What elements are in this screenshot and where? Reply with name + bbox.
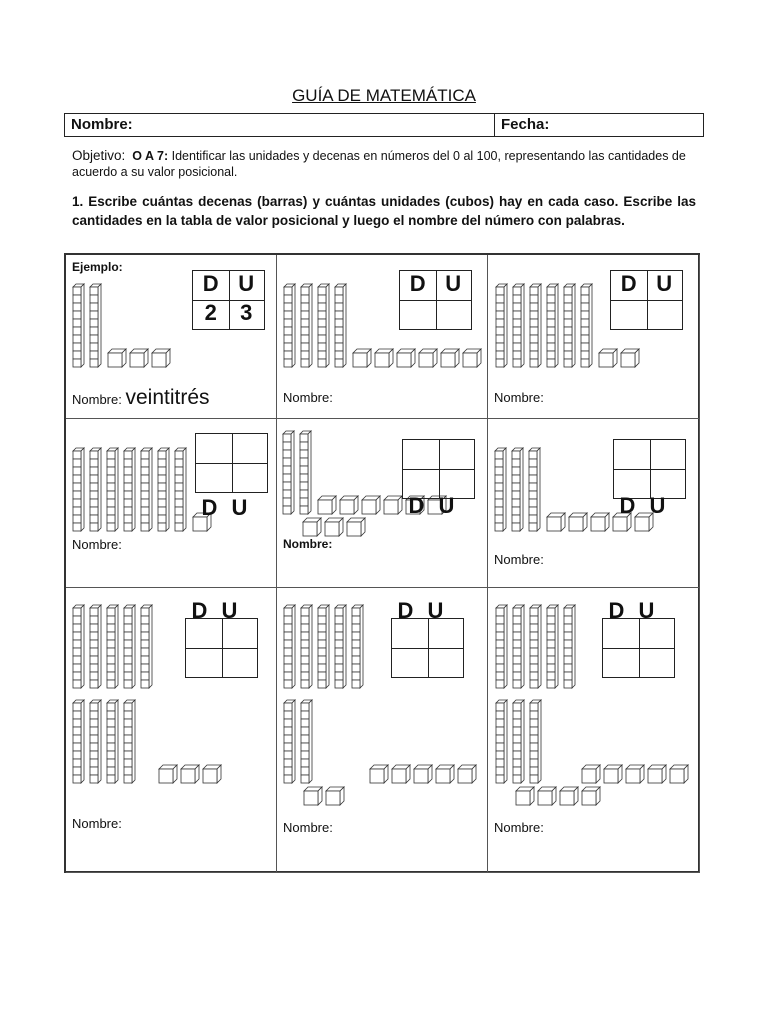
place-value-table bbox=[610, 270, 683, 330]
unit-cube bbox=[326, 787, 344, 805]
objective-text: Identificar las unidades y decenas en números del 0 al 100, representando las cantidades de acuerdo a su valor posicional. bbox=[72, 149, 686, 179]
unit-cube bbox=[436, 765, 454, 783]
ten-rod bbox=[175, 448, 186, 531]
unit-cube bbox=[516, 787, 534, 805]
ten-rod bbox=[73, 448, 84, 531]
unit-cube bbox=[547, 513, 565, 531]
ten-rod bbox=[107, 605, 118, 688]
ten-rod bbox=[496, 700, 507, 783]
unit-cube bbox=[582, 765, 600, 783]
ten-rod bbox=[564, 605, 575, 688]
ten-rod bbox=[284, 284, 295, 367]
student-info-bar bbox=[64, 113, 704, 137]
objective bbox=[72, 148, 692, 180]
ten-rod bbox=[158, 448, 169, 531]
name-line: Nombre: bbox=[494, 390, 544, 405]
ten-rod bbox=[90, 284, 101, 367]
unit-cube bbox=[181, 765, 199, 783]
name-field[interactable] bbox=[65, 114, 495, 136]
tens-header: D bbox=[191, 598, 209, 623]
date-label: Fecha: bbox=[501, 116, 550, 133]
ten-rod bbox=[107, 448, 118, 531]
ten-rod bbox=[73, 284, 84, 367]
units-header: U bbox=[231, 495, 249, 520]
exercise-grid bbox=[64, 253, 700, 873]
ten-rod bbox=[73, 700, 84, 783]
ten-rod bbox=[284, 605, 295, 688]
tens-header: D bbox=[619, 493, 637, 518]
place-value-headers bbox=[195, 495, 255, 521]
units-header: U bbox=[656, 271, 673, 296]
ten-rod bbox=[141, 605, 152, 688]
exercise-cell-9 bbox=[488, 588, 700, 873]
tens-header: D bbox=[202, 271, 219, 296]
ten-rod bbox=[352, 605, 363, 688]
ten-rod bbox=[90, 448, 101, 531]
ten-rod bbox=[107, 700, 118, 783]
exercise-cell-3 bbox=[488, 255, 700, 419]
exercise-cell-6 bbox=[488, 419, 700, 588]
name-line: Nombre: bbox=[283, 390, 333, 405]
units-header: U bbox=[438, 493, 456, 518]
tens-header: D bbox=[620, 271, 637, 296]
unit-cube bbox=[362, 496, 380, 514]
place-value-table bbox=[613, 439, 686, 499]
name-line: Nombre: bbox=[283, 820, 333, 835]
ten-rod bbox=[141, 448, 152, 531]
ten-rod bbox=[513, 700, 524, 783]
name-line: Nombre: bbox=[283, 537, 333, 551]
unit-cube bbox=[604, 765, 622, 783]
ten-rod bbox=[284, 700, 295, 783]
page-title: GUÍA DE MATEMÁTICA bbox=[292, 86, 476, 105]
ten-rod bbox=[90, 700, 101, 783]
unit-cube bbox=[648, 765, 666, 783]
ten-rod bbox=[124, 605, 135, 688]
unit-cube bbox=[582, 787, 600, 805]
place-value-table bbox=[399, 270, 472, 330]
ten-rod bbox=[564, 284, 575, 367]
exercise-cell-5 bbox=[277, 419, 488, 588]
units-header: U bbox=[649, 493, 667, 518]
exercise-cell-1 bbox=[66, 255, 277, 419]
ten-rod bbox=[124, 448, 135, 531]
name-line bbox=[72, 386, 210, 410]
units-header: U bbox=[427, 598, 445, 623]
ten-rod bbox=[495, 448, 506, 531]
tens-answer: 2 bbox=[204, 300, 217, 325]
place-value-headers bbox=[613, 493, 673, 519]
unit-cube bbox=[397, 349, 415, 367]
ten-rod bbox=[512, 448, 523, 531]
example-label: Ejemplo: bbox=[72, 260, 123, 274]
unit-cube bbox=[347, 518, 365, 536]
place-value-table bbox=[192, 270, 265, 330]
place-value-table bbox=[402, 439, 475, 499]
ten-rod bbox=[530, 284, 541, 367]
answer-name: veintitrés bbox=[125, 386, 210, 409]
units-header: U bbox=[238, 271, 255, 296]
unit-cube bbox=[203, 765, 221, 783]
unit-cube bbox=[384, 496, 402, 514]
name-label: Nombre: bbox=[71, 116, 133, 133]
tens-header: D bbox=[409, 271, 426, 296]
ten-rod bbox=[300, 431, 311, 514]
date-field[interactable] bbox=[495, 114, 703, 136]
unit-cube bbox=[458, 765, 476, 783]
units-header: U bbox=[221, 598, 239, 623]
unit-cube bbox=[591, 513, 609, 531]
unit-cube bbox=[419, 349, 437, 367]
unit-cube bbox=[152, 349, 170, 367]
unit-cube bbox=[463, 349, 481, 367]
ten-rod bbox=[513, 605, 524, 688]
tens-header: D bbox=[201, 495, 219, 520]
ten-rod bbox=[547, 605, 558, 688]
unit-cube bbox=[159, 765, 177, 783]
ten-rod bbox=[301, 284, 312, 367]
unit-cube bbox=[340, 496, 358, 514]
unit-cube bbox=[560, 787, 578, 805]
unit-cube bbox=[392, 765, 410, 783]
units-answer: 3 bbox=[240, 300, 253, 325]
unit-cube bbox=[538, 787, 556, 805]
unit-cube bbox=[130, 349, 148, 367]
ten-rod bbox=[318, 605, 329, 688]
ten-rod bbox=[496, 605, 507, 688]
ten-rod bbox=[301, 605, 312, 688]
place-value-table bbox=[391, 618, 464, 678]
name-line: Nombre: bbox=[72, 537, 122, 552]
unit-cube bbox=[414, 765, 432, 783]
place-value-table bbox=[602, 618, 675, 678]
unit-cube bbox=[353, 349, 371, 367]
ten-rod bbox=[496, 284, 507, 367]
unit-cube bbox=[304, 787, 322, 805]
place-value-headers bbox=[402, 493, 462, 519]
units-header: U bbox=[445, 271, 462, 296]
ten-rod bbox=[581, 284, 592, 367]
place-value-table bbox=[185, 618, 258, 678]
unit-cube bbox=[375, 349, 393, 367]
units-header: U bbox=[638, 598, 656, 623]
unit-cube bbox=[108, 349, 126, 367]
ten-rod bbox=[124, 700, 135, 783]
ten-rod bbox=[530, 605, 541, 688]
ten-rod bbox=[283, 431, 294, 514]
exercise-cell-8 bbox=[277, 588, 488, 873]
objective-label: Objetivo: bbox=[72, 148, 126, 163]
objective-code: O A 7: bbox=[132, 149, 169, 163]
unit-cube bbox=[370, 765, 388, 783]
exercise-cell-2 bbox=[277, 255, 488, 419]
place-value-table bbox=[195, 433, 268, 493]
unit-cube bbox=[303, 518, 321, 536]
name-line: Nombre: bbox=[494, 820, 544, 835]
tens-header: D bbox=[397, 598, 415, 623]
ten-rod bbox=[335, 284, 346, 367]
exercise-cell-4 bbox=[66, 419, 277, 588]
unit-cube bbox=[569, 513, 587, 531]
ten-rod bbox=[90, 605, 101, 688]
ten-rod bbox=[318, 284, 329, 367]
unit-cube bbox=[599, 349, 617, 367]
name-line: Nombre: bbox=[72, 816, 122, 831]
unit-cube bbox=[670, 765, 688, 783]
instruction: 1. Escribe cuántas decenas (barras) y cuántas unidades (cubos) hay en cada caso. Escribe las cantidades en la tabla de valor posicional y luego el nombre del número con palabras. bbox=[72, 194, 696, 228]
ten-rod bbox=[301, 700, 312, 783]
unit-cube bbox=[626, 765, 644, 783]
unit-cube bbox=[325, 518, 343, 536]
name-line: Nombre: bbox=[494, 552, 544, 567]
ten-rod bbox=[530, 700, 541, 783]
ten-rod bbox=[335, 605, 346, 688]
unit-cube bbox=[318, 496, 336, 514]
tens-header: D bbox=[408, 493, 426, 518]
ten-rod bbox=[547, 284, 558, 367]
exercise-cell-7 bbox=[66, 588, 277, 873]
tens-header: D bbox=[608, 598, 626, 623]
unit-cube bbox=[621, 349, 639, 367]
ten-rod bbox=[73, 605, 84, 688]
ten-rod bbox=[513, 284, 524, 367]
name-line-label: Nombre: bbox=[72, 392, 122, 407]
ten-rod bbox=[529, 448, 540, 531]
unit-cube bbox=[441, 349, 459, 367]
